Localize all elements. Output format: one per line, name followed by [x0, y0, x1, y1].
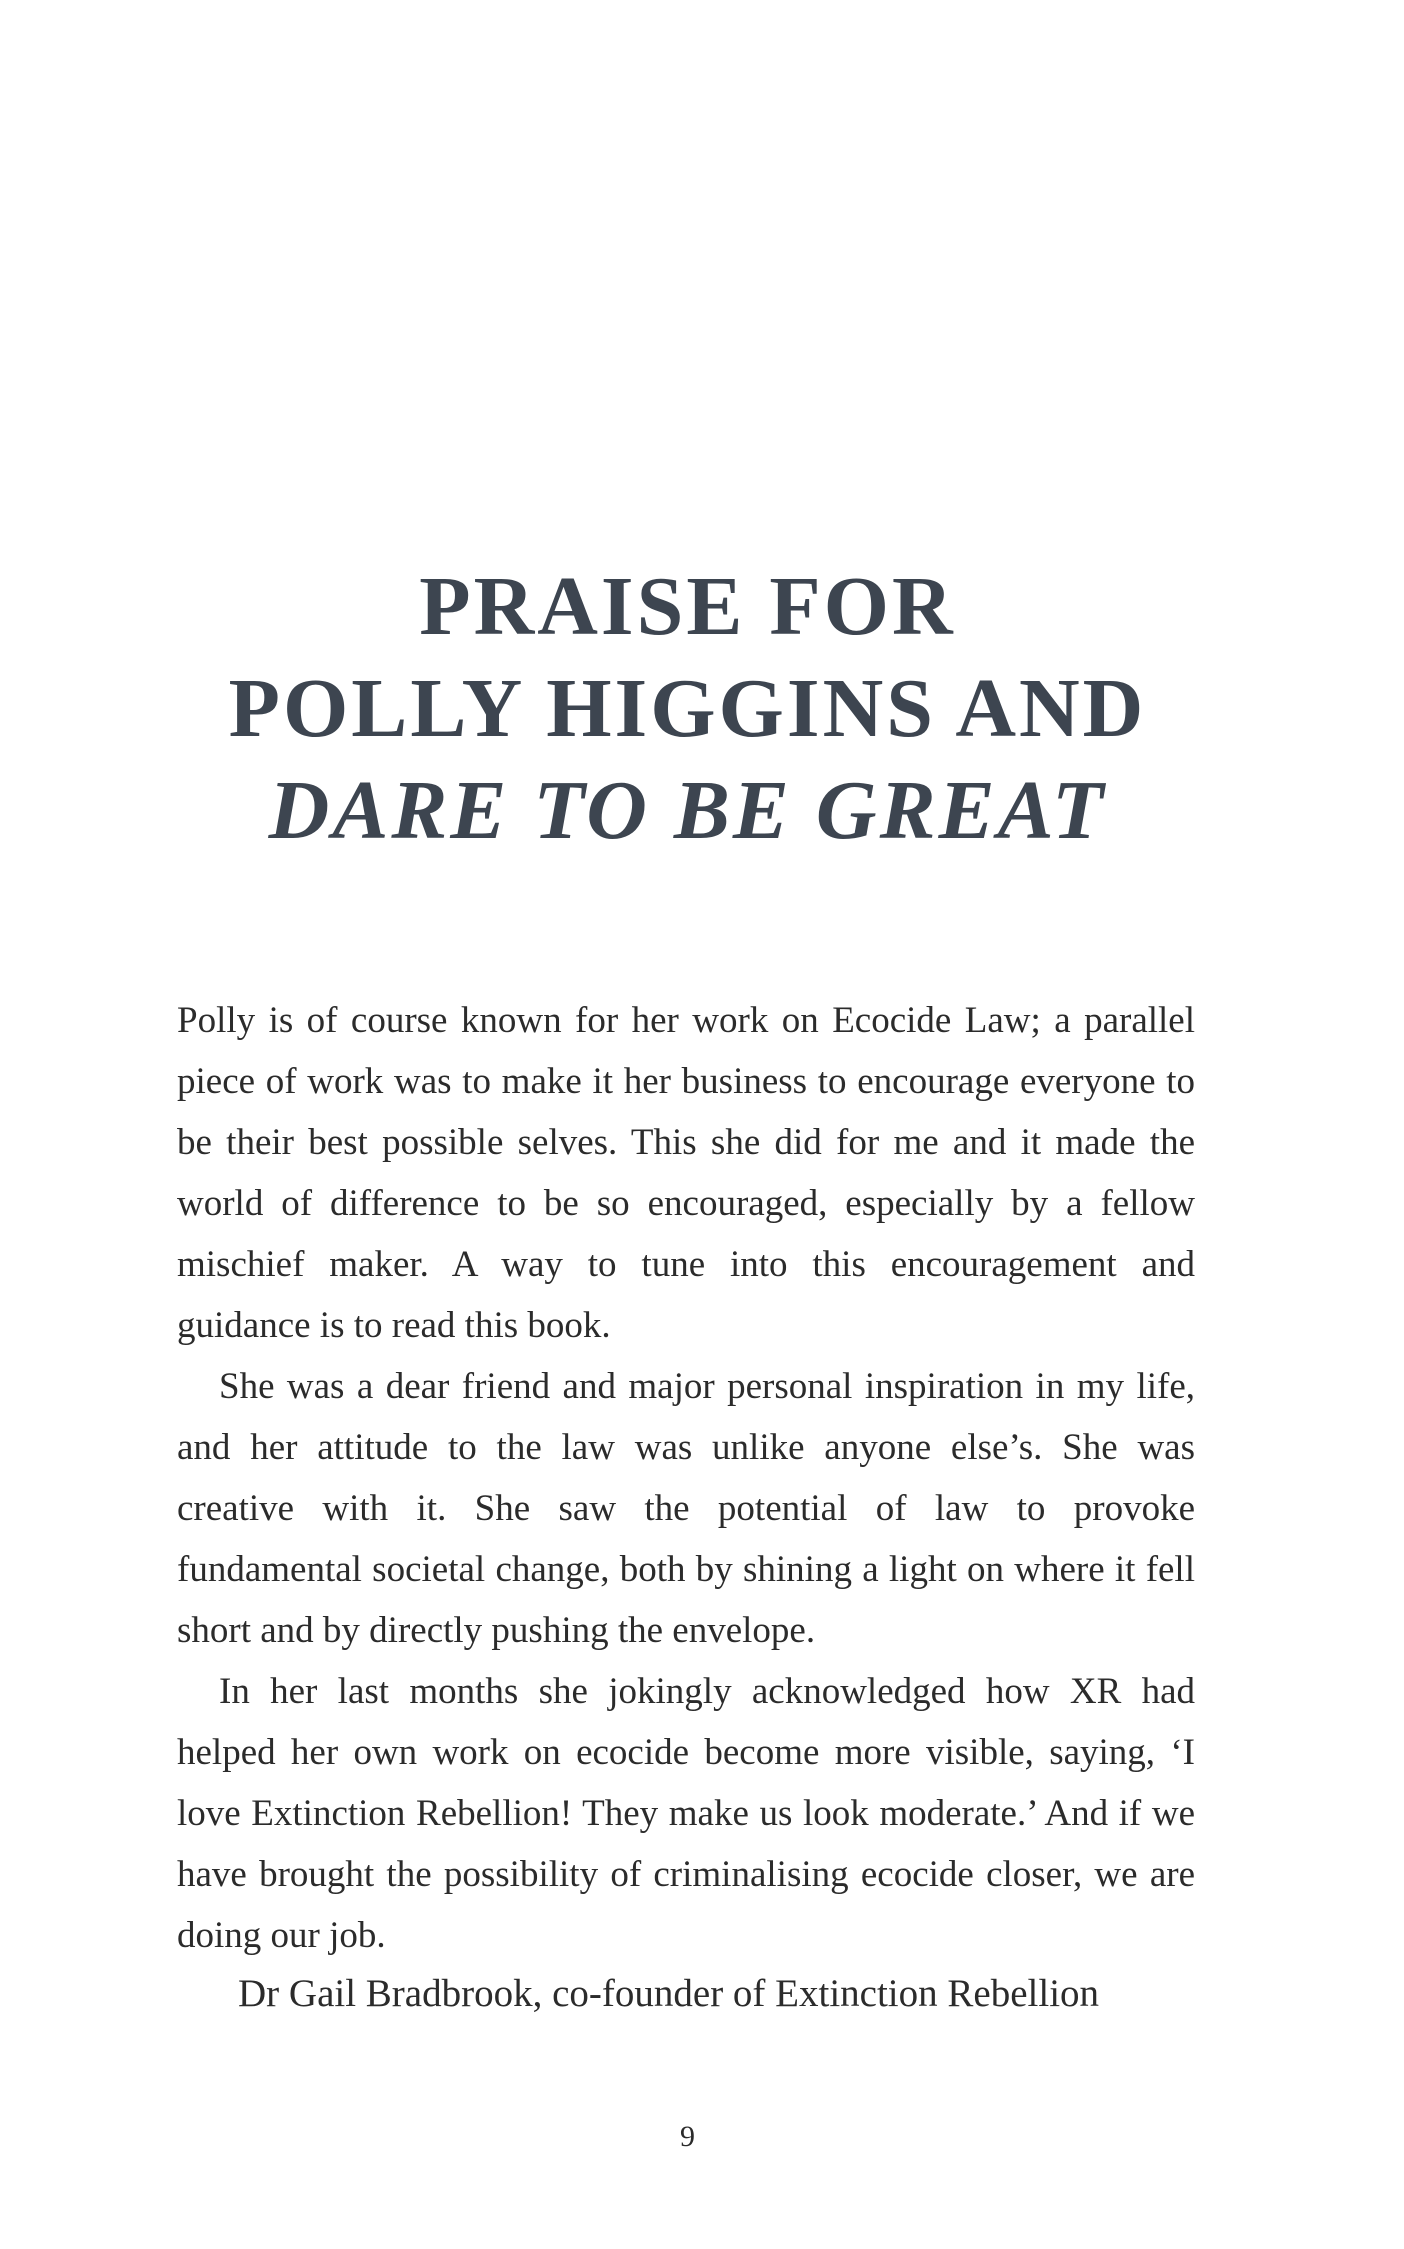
paragraph-3: In her last months she jokingly acknowledged how XR had helped her own work on ecocide become more visible, saying, ‘I love Extinction Rebellion! They make us look moderate.’ And if we have brought the possibility of criminalising ecocide closer, we are doing our job. [177, 1671, 1195, 1956]
title-line-3-book-title: DARE TO BE GREAT [268, 764, 1107, 858]
paragraph-1: Polly is of course known for her work on Ecocide Law; a parallel piece of work was to make it her business to encourage everyone to be their best possible selves. This she did for me and it made the world of difference to be so encouraged, especially by a fellow mischief maker. A way to tune into this encouragement and guidance is to read this book. [177, 1000, 1195, 1346]
title-line-2: POLLY HIGGINS AND [228, 662, 1147, 756]
testimonial-body [177, 990, 1195, 1966]
paragraph-2: She was a dear friend and major personal inspiration in my life, and her attitude to the law was unlike anyone else’s. She was creative with it. She saw the potential of law to provoke fundamental societal change, both by shining a light on where it fell short and by directly pushing the envelope. [177, 1366, 1195, 1651]
page-number: 9 [680, 2120, 695, 2153]
testimonial-attribution: Dr Gail Bradbrook, co-founder of Extinction Rebellion [238, 1972, 1100, 2015]
title-line-1: PRAISE FOR [419, 560, 956, 654]
page-title [0, 556, 1375, 862]
